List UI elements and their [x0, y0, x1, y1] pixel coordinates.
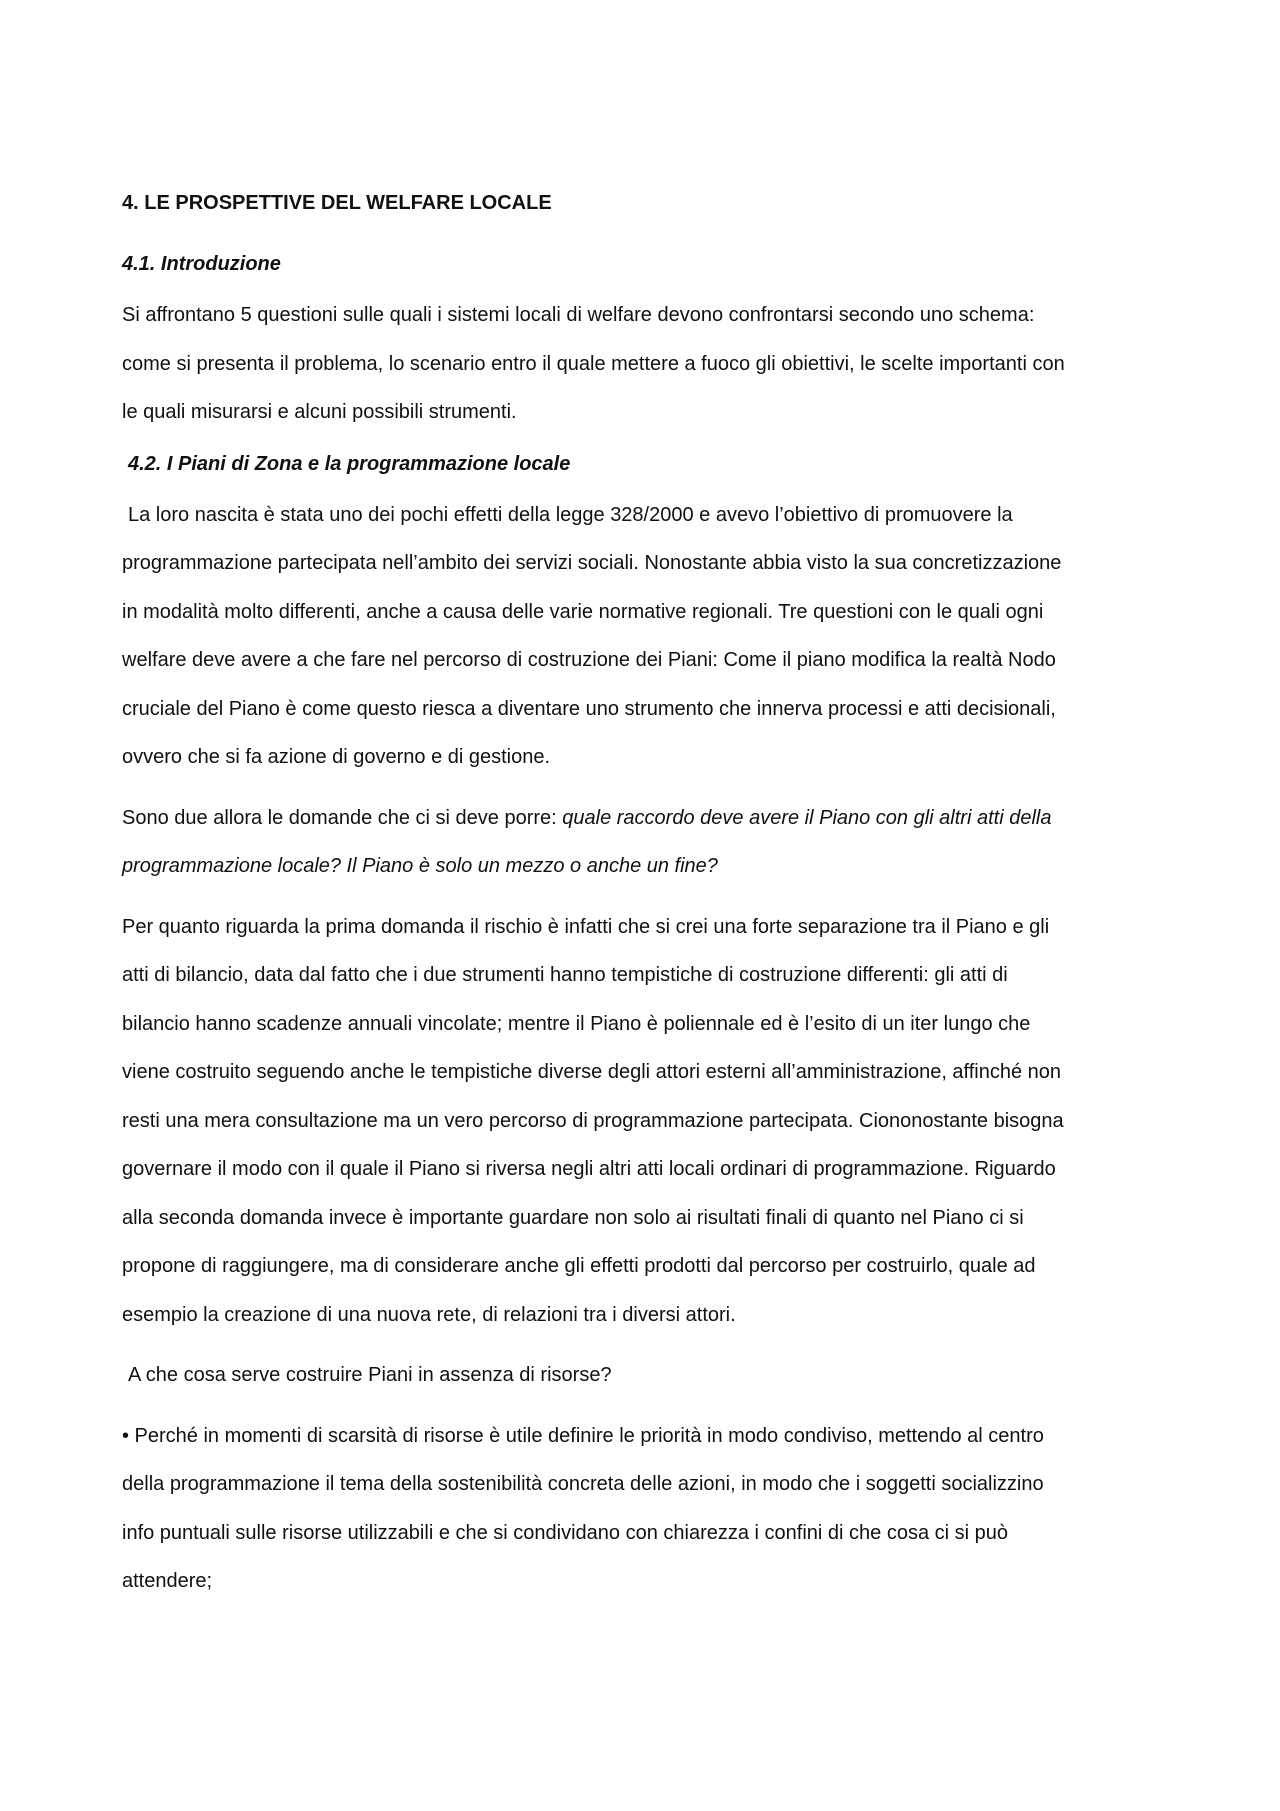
- text-line: della programmazione il tema della sostenibilità concreta delle azioni, in modo che i soggetti socializzino: [122, 1473, 1044, 1495]
- text-line: atti di bilancio, data dal fatto che i due strumenti hanno tempistiche di costruzione differenti: gli atti di: [122, 964, 1008, 986]
- question-line: A che cosa serve costruire Piani in assenza di risorse?: [128, 1364, 612, 1386]
- text-italic: programmazione locale? Il Piano è solo un mezzo o anche un fine?: [122, 855, 718, 877]
- paragraph-introduzione: [122, 291, 1172, 437]
- text-line: [122, 842, 1172, 891]
- section-heading-piani-di-zona: 4.2. I Piani di Zona e la programmazione locale: [128, 452, 571, 475]
- text-normal: Sono due allora le domande che ci si deve porre:: [122, 806, 563, 829]
- text-line: La loro nascita è stata uno dei pochi effetti della legge 328/2000 e avevo l’obiettivo di promuovere la: [128, 503, 1013, 526]
- document-page: [122, 188, 1172, 1606]
- text-line: governare il modo con il quale il Piano si riversa negli altri atti locali ordinari di programmazione. Riguardo: [122, 1158, 1056, 1180]
- text-line: • Perché in momenti di scarsità di risorse è utile definire le priorità in modo condiviso, mettendo al centro: [122, 1424, 1044, 1447]
- text-line: [122, 794, 1172, 843]
- section-heading-introduzione: 4.1. Introduzione: [122, 253, 281, 275]
- chapter-heading: 4. LE PROSPETTIVE DEL WELFARE LOCALE: [122, 192, 552, 214]
- text-line: esempio la creazione di una nuova rete, di relazioni tra i diversi attori.: [122, 1303, 736, 1326]
- text-line: Per quanto riguarda la prima domanda il rischio è infatti che si crei una forte separazione tra il Piano e gli: [122, 915, 1050, 938]
- text-line: viene costruito seguendo anche le tempistiche diverse degli attori esterni all’amministrazione, affinché non: [122, 1061, 1062, 1083]
- text-line: le quali misurarsi e alcuni possibili strumenti.: [122, 401, 517, 423]
- text-line: info puntuali sulle risorse utilizzabili e che si condividano con chiarezza i confini di che cosa ci si può: [122, 1521, 1009, 1544]
- text-line: programmazione partecipata nell’ambito dei servizi sociali. Nonostante abbia visto la sua concretizzazione: [122, 552, 1062, 574]
- text-line: in modalità molto differenti, anche a causa delle varie normative regionali. Tre questioni con le quali ogni: [122, 600, 1044, 623]
- text-line: attendere;: [122, 1570, 213, 1592]
- bullet-item: [122, 1412, 1172, 1606]
- paragraph-piani-nascita: [122, 491, 1172, 782]
- text-line: come si presenta il problema, lo scenario entro il quale mettere a fuoco gli obiettivi, le scelte importanti con: [122, 352, 1065, 375]
- text-line: cruciale del Piano è come questo riesca a diventare uno strumento che innerva processi e atti decisionali,: [122, 697, 1056, 720]
- paragraph-domande: [122, 794, 1172, 891]
- text-line: Si affrontano 5 questioni sulle quali i sistemi locali di welfare devono confrontarsi secondo uno schema:: [122, 304, 1035, 326]
- text-line: bilancio hanno scadenze annuali vincolate; mentre il Piano è poliennale ed è l’esito di un iter lungo che: [122, 1012, 1031, 1035]
- text-line: alla seconda domanda invece è importante guardare non solo ai risultati finali di quanto nel Piano ci si: [122, 1206, 1024, 1229]
- text-line: resti una mera consultazione ma un vero percorso di programmazione partecipata. Ciononostante bisogna: [122, 1109, 1064, 1132]
- paragraph-prima-domanda: [122, 903, 1172, 1340]
- text-line: propone di raggiungere, ma di considerare anche gli effetti prodotti dal percorso per costruirlo, quale ad: [122, 1255, 1036, 1277]
- text-line: ovvero che si fa azione di governo e di gestione.: [122, 746, 551, 768]
- text-italic: quale raccordo deve avere il Piano con gli altri atti della: [562, 806, 1052, 829]
- text-line: welfare deve avere a che fare nel percorso di costruzione dei Piani: Come il piano modifica la realtà Nodo: [122, 649, 1056, 671]
